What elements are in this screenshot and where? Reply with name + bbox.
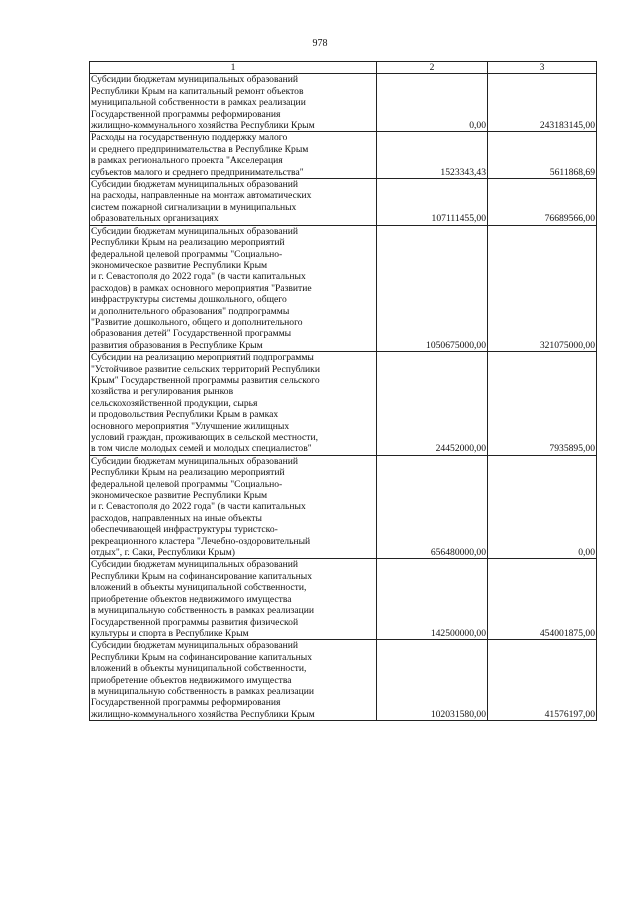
table-row bbox=[90, 559, 597, 640]
row-description: Субсидии бюджетам муниципальных образований на расходы, направленные на монтаж автоматических систем пожарной сигнализации в муниципальных образовательных организациях bbox=[90, 179, 377, 226]
row-description: Расходы на государственную поддержку малого и среднего предпринимательства в Республике Крым в рамках регионального проекта "Акселерация субъектов малого и среднего предпринимательства" bbox=[90, 132, 377, 179]
row-amount-col3: 321075000,00 bbox=[488, 225, 597, 351]
table-row bbox=[90, 132, 597, 179]
row-amount-col2: 656480000,00 bbox=[377, 455, 488, 559]
row-description: Субсидии бюджетам муниципальных образований Республики Крым на софинансирование капитальных вложений в объекты муниципальной собственности, приобретение объектов недвижимого имущества в муниципальную собственность в рамках реализации Государственной программы развития физической культуры и спорта в Республике Крым bbox=[90, 559, 377, 640]
row-amount-col3: 454001875,00 bbox=[488, 559, 597, 640]
row-amount-col2: 107111455,00 bbox=[377, 179, 488, 226]
row-description: Субсидии бюджетам муниципальных образований Республики Крым на капитальный ремонт объектов муниципальной собственности в рамках реализации Государственной программы реформирования жилищно-коммунального хозяйства Республики Крым bbox=[90, 74, 377, 132]
row-amount-col2: 1050675000,00 bbox=[377, 225, 488, 351]
table-row bbox=[90, 455, 597, 559]
row-amount-col3: 76689566,00 bbox=[488, 179, 597, 226]
row-description: Субсидии бюджетам муниципальных образований Республики Крым на софинансирование капитальных вложений в объекты муниципальной собственности, приобретение объектов недвижимого имущества в муниципальную собственность в рамках реализации Государственной программы реформирования жилищно-коммунального хозяйства Республики Крым bbox=[90, 640, 377, 721]
row-amount-col3: 5611868,69 bbox=[488, 132, 597, 179]
table-row bbox=[90, 179, 597, 226]
row-amount-col2: 142500000,00 bbox=[377, 559, 488, 640]
row-amount-col2: 1523343,43 bbox=[377, 132, 488, 179]
table-row bbox=[90, 74, 597, 132]
table-row bbox=[90, 640, 597, 721]
row-amount-col3: 0,00 bbox=[488, 455, 597, 559]
row-amount-col3: 243183145,00 bbox=[488, 74, 597, 132]
table-header-row bbox=[90, 62, 597, 74]
column-header-1: 1 bbox=[90, 62, 377, 74]
column-header-2: 2 bbox=[377, 62, 488, 74]
row-amount-col2: 0,00 bbox=[377, 74, 488, 132]
budget-table bbox=[89, 61, 597, 721]
row-amount-col2: 102031580,00 bbox=[377, 640, 488, 721]
row-amount-col3: 41576197,00 bbox=[488, 640, 597, 721]
row-amount-col3: 7935895,00 bbox=[488, 352, 597, 456]
row-amount-col2: 24452000,00 bbox=[377, 352, 488, 456]
row-description: Субсидии на реализацию мероприятий подпрограммы "Устойчивое развитие сельских территорий Республики Крым" Государственной программы развития сельского хозяйства и регулирования рынков сельскохозяйственной продукции, сырья и продовольствия Республики Крым в рамках основного мероприятия "Улучшение жилищных условий граждан, проживающих в сельской местности, в том числе молодых семей и молодых специалистов" bbox=[90, 352, 377, 456]
table-row bbox=[90, 352, 597, 456]
table-row bbox=[90, 225, 597, 351]
row-description: Субсидии бюджетам муниципальных образований Республики Крым на реализацию мероприятий федеральной целевой программы "Социально- экономическое развитие Республики Крым и г. Севастополя до 2022 года" (в части капитальных расходов, направленных на иные объекты обеспечивающей инфраструктуры туристско- рекреационного кластера "Лечебно-оздоровительный отдых", г. Саки, Республики Крым) bbox=[90, 455, 377, 559]
column-header-3: 3 bbox=[488, 62, 597, 74]
row-description: Субсидии бюджетам муниципальных образований Республики Крым на реализацию мероприятий федеральной целевой программы "Социально- экономическое развитие Республики Крым и г. Севастополя до 2022 года" (в части капитальных расходов) в рамках основного мероприятия "Развитие инфраструктуры системы дошкольного, общего и дополнительного образования" подпрограммы "Развитие дошкольного, общего и дополнительного образования детей" Государственной программы развития образования в Республике Крым bbox=[90, 225, 377, 351]
page-number: 978 bbox=[312, 38, 328, 49]
